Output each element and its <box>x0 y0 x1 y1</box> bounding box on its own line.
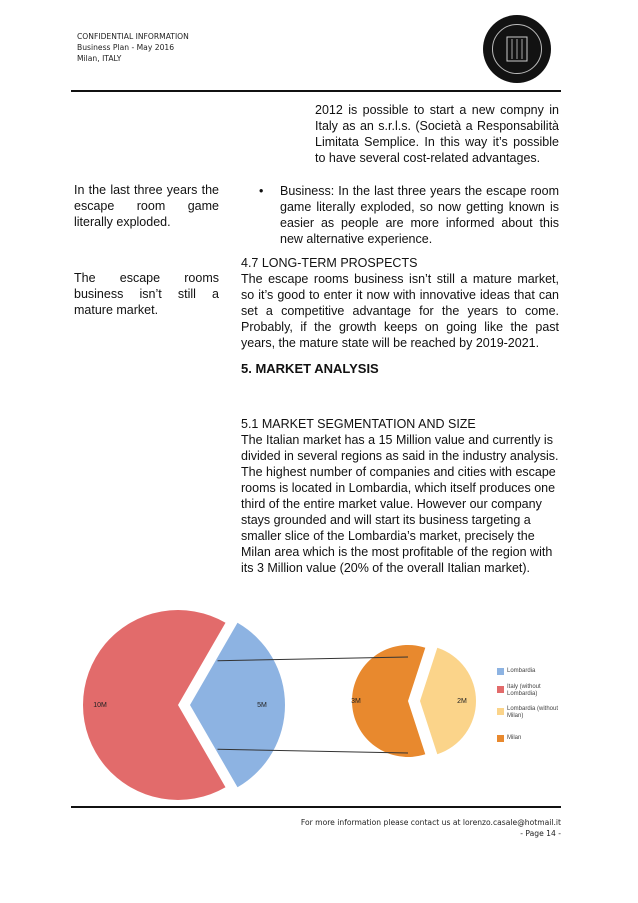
page-number: - Page 14 - <box>520 829 561 838</box>
document-footer <box>301 817 561 839</box>
legend-label-lombardia: Lombardia <box>507 668 536 674</box>
section-5-1-heading: 5.1 MARKET SEGMENTATION AND SIZE <box>241 417 476 431</box>
header-confidential: CONFIDENTIAL INFORMATION <box>77 32 189 41</box>
legend-swatch-milan <box>497 735 504 742</box>
sidebar-note-1: In the last three years the escape room game literally exploded. <box>74 183 219 229</box>
section-5-1-text: The Italian market has a 15 Million value and currently is divided in several regions as said in the industry analysis. The highest number of companies and cities with escape rooms is located in Lombardia, which itself produces one third of the entire market value. However our company stays grounded and will start its business targeting a smaller slice of the Lombardia’s market, precisely the Milan area which is the most profitable of the region with its 3 Million value (20% of the overall Italian market). <box>241 433 559 575</box>
bullet-business: Business: In the last three years the escape room game literally exploded, so now getting known is easier as people are more informed about this new alternative experience. <box>280 184 559 246</box>
pie-label-lombardia: 5M <box>257 702 267 709</box>
legend-swatch-italy <box>497 686 504 693</box>
legend-label-lombardia-no-milan: Lombardia (without Milan) <box>507 706 559 719</box>
sidebar-note-2: The escape rooms business isn’t still a mature market. <box>74 271 219 317</box>
pie-label-milan: 3M <box>351 698 361 705</box>
pie-slice-milan <box>352 645 425 757</box>
legend-label-milan: Milan <box>507 735 522 741</box>
legend-swatch-lombardia <box>497 668 504 675</box>
legend-label-italy: Italy (without Lombardia) <box>507 684 541 697</box>
footer-rule <box>71 806 561 808</box>
section-4-7-heading: 4.7 LONG-TERM PROSPECTS <box>241 256 418 270</box>
pie-slice-lombardia-without-milan <box>420 648 476 755</box>
section-4-7-text: The escape rooms business isn’t still a mature market, so it’s good to enter it now with innovative ideas that can set a competitive advantage for the years to come. Probably, if the growth keeps on going like the past years, the mature state will be reached by 2019-2021. <box>241 272 559 350</box>
legend-swatch-lombardia-no-milan <box>497 708 504 715</box>
continued-paragraph: 2012 is possible to start a new compny in Italy as an s.r.l.s. (Società a Responsabilità Limitata Semplice. In this way it’s possible to have several cost-related advantages. <box>315 103 559 165</box>
footer-contact: For more information please contact us at lorenzo.casale@hotmail.it <box>300 818 561 827</box>
bullet-symbol: • <box>259 184 264 198</box>
header-plan-date: Business Plan - May 2016 <box>77 43 175 52</box>
header-location: Milan, ITALY <box>77 54 122 63</box>
pie-label-italy: 10M <box>93 702 107 709</box>
section-5-heading: 5. MARKET ANALYSIS <box>241 361 379 376</box>
pie-label-lombardia-no-milan: 2M <box>457 698 467 705</box>
